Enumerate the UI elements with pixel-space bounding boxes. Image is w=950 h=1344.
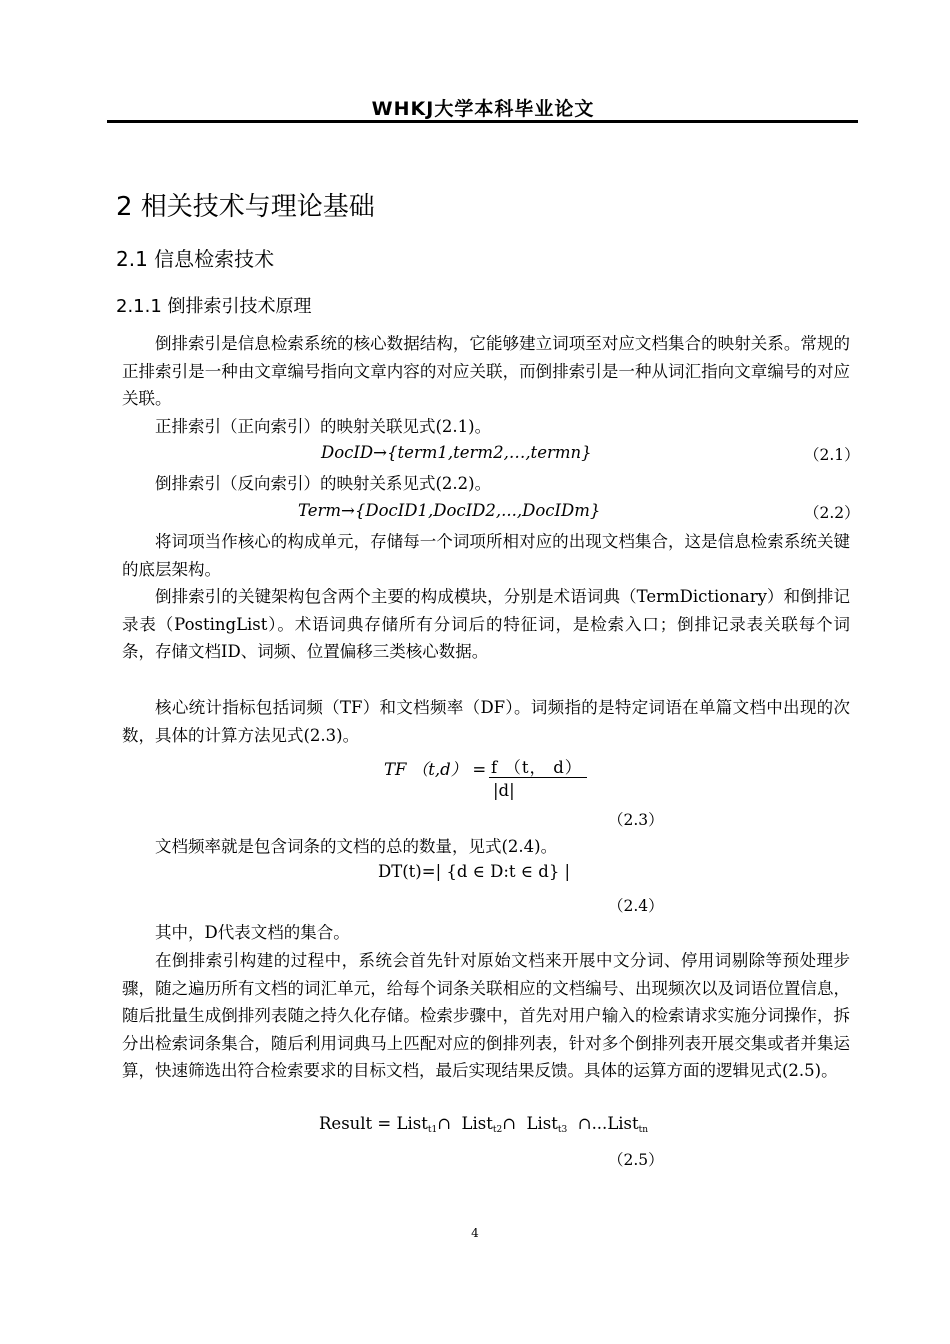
paragraph-4: 将词项当作核心的构成单元，存储每一个词项所相对应的出现文档集合，这是信息检索系统关键的底层架构。	[122, 532, 850, 579]
running-header-title: WHKJ大学本科毕业论文	[371, 98, 595, 120]
paragraph-2: 正排索引（正向索引）的映射关联见式(2.1)。	[155, 417, 492, 436]
page-number: 4	[471, 1226, 479, 1240]
chapter-heading: 2 相关技术与理论基础	[116, 192, 375, 222]
equation-2-3-number: （2.3）	[608, 811, 664, 829]
equation-2-3-denominator: |d|	[493, 781, 515, 800]
equation-2-2	[298, 501, 600, 520]
paragraph-9: 在倒排索引构建的过程中，系统会首先针对原始文档来开展中文分词、停用词剔除等预处理步骤，随之遍历所有文档的词汇单元，给每个词条关联相应的文档编号、出现频次以及词语位置信息，随后批量生成倒排列表随之持久化存储。检索步骤中，首先对用户输入的检索请求实施分词操作，拆分出检索词条集合，随后利用词典马上匹配对应的倒排列表，针对多个倒排列表开展交集或者并集运算，快速筛选出符合检索要求的目标文档，最后实现结果反馈。具体的运算方面的逻辑见式(2.5)。	[122, 951, 850, 1080]
paragraph-7: 文档频率就是包含词条的文档的总的数量，见式(2.4)。	[155, 837, 558, 856]
equation-2-3-fraction-bar	[489, 777, 587, 778]
subsection-heading: 2.1.1 倒排索引技术原理	[116, 296, 312, 317]
equation-2-1	[321, 443, 592, 462]
paragraph-8: 其中，D代表文档的集合。	[155, 923, 350, 942]
paragraph-1: 倒排索引是信息检索系统的核心数据结构，它能够建立词项至对应文档集合的映射关系。常规的正排索引是一种由文章编号指向文章内容的对应关联，而倒排索引是一种从词汇指向文章编号的对应关联。	[122, 334, 850, 408]
equation-2-3-lhs: TF （t,d） =	[384, 760, 487, 779]
equation-2-2-text: Term→{DocID1,DocID2,...,DocIDm}	[298, 501, 601, 520]
equation-2-1-text: DocID→{term1,term2,…,termn}	[321, 443, 592, 462]
paragraph-5: 倒排索引的关键架构包含两个主要的构成模块，分别是术语词典（TermDictionary）和倒排记录表（PostingList）。术语词典存储所有分词后的特征词，是检索入口；倒排记录表关联每个词条，存储文档ID、词频、位置偏移三类核心数据。	[122, 587, 850, 661]
equation-2-5: Result = List$_{t1}$∩ List$_{t2}$∩ List$_{t3}$ ∩...List$_{tn}$	[319, 1114, 649, 1135]
equation-2-2-number: （2.2）	[804, 504, 860, 522]
equation-2-3-numerator: f （t， d）	[491, 758, 583, 777]
equation-2-5-number: （2.5）	[608, 1151, 664, 1169]
equation-2-4-number: （2.4）	[608, 897, 664, 915]
section-heading: 2.1 信息检索技术	[116, 247, 275, 271]
equation-2-1-number: （2.1）	[804, 446, 860, 464]
equation-2-5-lhs: Result =	[319, 1114, 392, 1133]
equation-2-4: DT(t)=| {d ∈ D:t ∈ d} |	[378, 862, 571, 881]
paragraph-3: 倒排索引（反向索引）的映射关系见式(2.2)。	[155, 474, 492, 493]
paragraph-6: 核心统计指标包括词频（TF）和文档频率（DF）。词频指的是特定词语在单篇文档中出现的次数，具体的计算方法见式(2.3)。	[122, 698, 850, 745]
header-rule	[107, 120, 858, 123]
